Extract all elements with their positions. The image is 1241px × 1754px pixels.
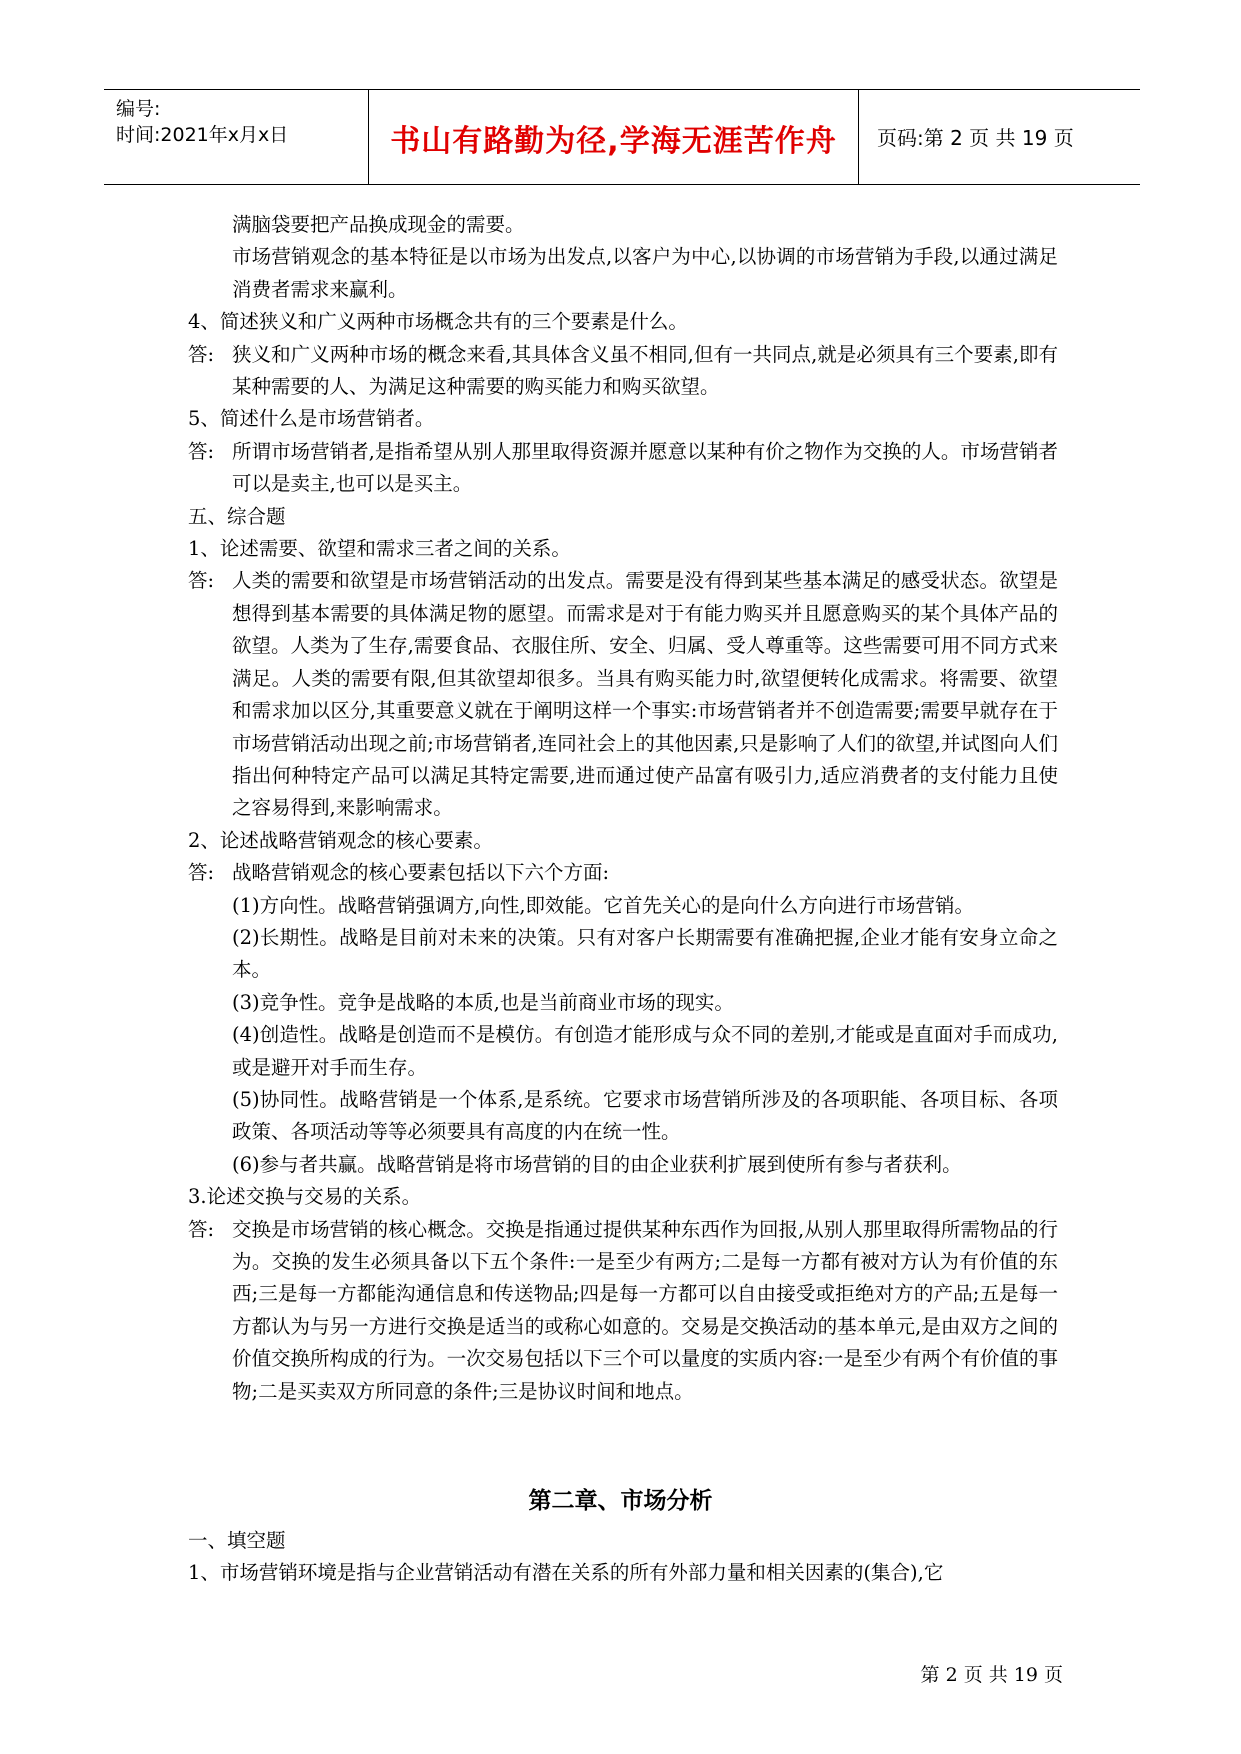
question-c3: 3.论述交换与交易的关系。: [188, 1185, 422, 1209]
answer-c3: [188, 1214, 1058, 1408]
answer-text: 狭义和广义两种市场的概念来看,其具体含义虽不相同,但有一共同点,就是必须具有三个要素,即有某种需要的人、为满足这种需要的购买能力和购买欲望。: [232, 342, 1058, 399]
header-info-cell: [104, 90, 369, 184]
chapter-body: [188, 1525, 1058, 1590]
list-item: (2)长期性。战略是目前对未来的决策。只有对客户长期需要有准确把握,企业才能有安身立命之本。: [232, 925, 1058, 982]
paragraph: 市场营销观念的基本特征是以市场为出发点,以客户为中心,以协调的市场营销为手段,以通过满足消费者需求来赢利。: [232, 245, 1058, 301]
question-c1: 1、论述需要、欲望和需求三者之间的关系。: [188, 537, 571, 561]
section-heading: 一、填空题: [188, 1529, 286, 1552]
answer-text: 战略营销观念的核心要素包括以下六个方面:: [232, 861, 610, 885]
chapter-title: 第二章、市场分析: [528, 1488, 713, 1514]
page-footer: 第 2 页 共 19 页: [920, 1664, 1063, 1686]
answer-5: [188, 436, 1058, 501]
section-heading: 五、综合题: [188, 504, 286, 528]
answer-text: 交换是市场营销的核心概念。交换是指通过提供某种东西作为回报,从别人那里取得所需物品的行为。交换的发生必须具备以下五个条件:一是至少有两方;二是每一方都有被对方认为有价值的东西;三是每一方都能沟通信息和传送物品;四是每一方都可以自由接受或拒绝对方的产品;五是每一方都认为与另一方进行交换是适当的或称心如意的。交易是交换活动的基本单元,是由双方之间的价值交换所构成的行为。一次交易包括以下三个可以量度的实质内容:一是至少有两个有价值的事物;二是买卖双方所同意的条件;三是协议时间和地点。: [232, 1217, 1058, 1403]
header-motto-cell: [369, 90, 859, 184]
answer-prefix: 答:: [188, 439, 215, 463]
question-5: 5、简述什么是市场营销者。: [188, 407, 435, 431]
doc-number-label: 编号:: [116, 98, 161, 120]
list-item: (6)参与者共赢。战略营销是将市场营销的目的由企业获利扩展到使所有参与者获利。: [232, 1152, 962, 1176]
doc-date-label: 时间:2021年x月x日: [116, 124, 289, 146]
paragraph: 满脑袋要把产品换成现金的需要。: [232, 213, 525, 236]
list-item: (4)创造性。战略是创造而不是模仿。有创造才能形成与众不同的差别,才能或是直面对手而成功,或是避开对手而生存。: [232, 1023, 1058, 1079]
list-item: (1)方向性。战略营销强调方,向性,即效能。它首先关心的是向什么方向进行市场营销。: [232, 893, 975, 917]
answer-4: [188, 339, 1058, 404]
list-item: (3)竞争性。竞争是战略的本质,也是当前商业市场的现实。: [232, 990, 734, 1014]
answer-c1: [188, 565, 1058, 824]
list-item: (5)协同性。战略营销是一个体系,是系统。它要求市场营销所涉及的各项职能、各项目标、各项政策、各项活动等等必须要具有高度的内在统一性。: [232, 1087, 1058, 1144]
motto-text: 书山有路勤为径,学海无涯苦作舟: [390, 124, 837, 159]
document-body: [188, 209, 1058, 1408]
question-c2: 2、论述战略营销观念的核心要素。: [188, 828, 493, 852]
question-4: 4、简述狭义和广义两种市场概念共有的三个要素是什么。: [188, 310, 688, 334]
answer-prefix: 答:: [188, 342, 215, 366]
answer-prefix: 答:: [188, 569, 215, 593]
answer-prefix: 答:: [188, 861, 215, 885]
answer-c2: [188, 857, 1058, 889]
answer-text: 人类的需要和欲望是市场营销活动的出发点。需要是没有得到某些基本满足的感受状态。欲望是想得到基本需要的具体满足物的愿望。而需求是对于有能力购买并且愿意购买的某个具体产品的欲望。人类为了生存,需要食品、衣服住所、安全、归属、受人尊重等。这些需要可用不同方式来满足。人类的需要有限,但其欲望却很多。当具有购买能力时,欲望便转化成需求。将需要、欲望和需求加以区分,其重要意义就在于阐明这样一个事实:市场营销者并不创造需要;需要早就存在于市场营销活动出现之前;市场营销者,连同社会上的其他因素,只是影响了人们的欲望,并试图向人们指出何种特定产品可以满足其特定需要,进而通过使产品富有吸引力,适应消费者的支付能力且使之容易得到,来影响需求。: [232, 569, 1058, 820]
header-page-cell: [859, 90, 1140, 184]
answer-prefix: 答:: [188, 1217, 215, 1241]
fill-question-1: 1、市场营销环境是指与企业营销活动有潜在关系的所有外部力量和相关因素的(集合),它: [188, 1561, 944, 1585]
page-number-label: 页码:第 2 页 共 19 页: [877, 126, 1074, 150]
document-header: [104, 89, 1140, 185]
answer-text: 所谓市场营销者,是指希望从别人那里取得资源并愿意以某种有价之物作为交换的人。市场营销者可以是卖主,也可以是买主。: [232, 439, 1058, 496]
